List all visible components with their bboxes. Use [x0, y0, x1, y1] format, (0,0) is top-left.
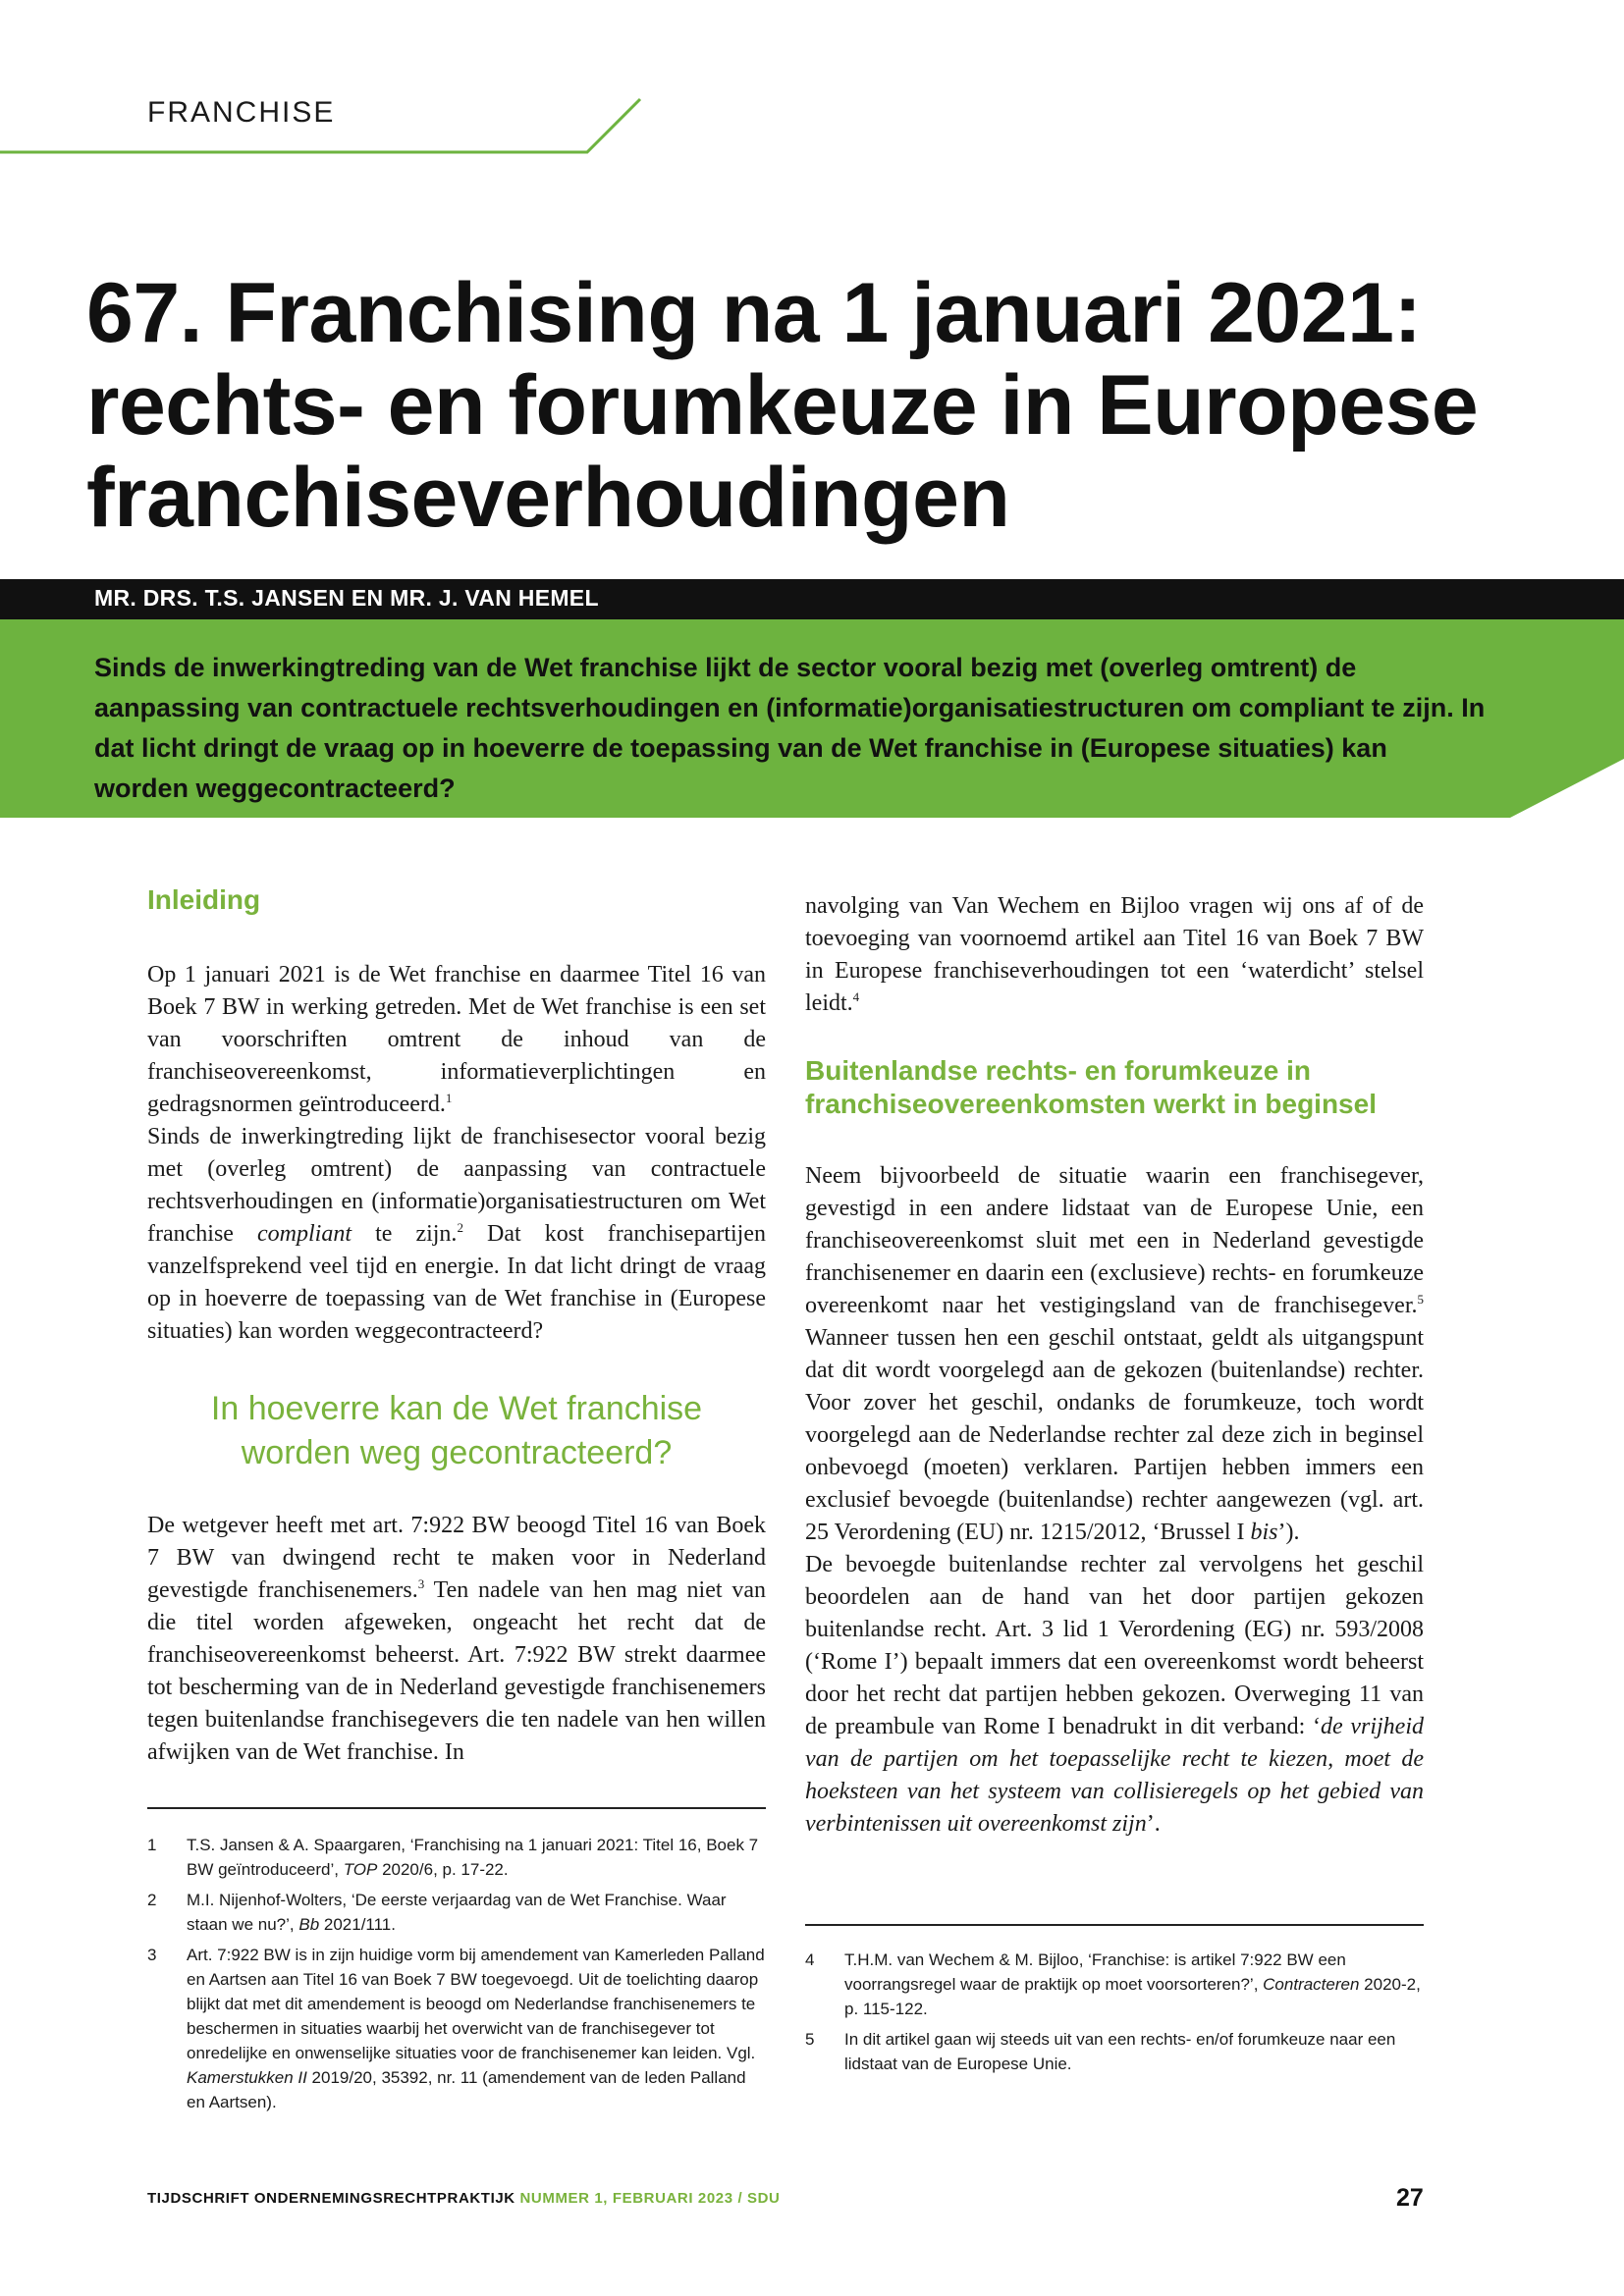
paragraph-wetgever: De wetgever heeft met art. 7:922 BW beoogd Titel 16 van Boek 7 BW van dwingend recht te maken voor in Nederland gevestigde franchisenemers.$^3$ Ten nadele van hen mag niet van die titel worden afgeweken, ongeacht het recht dat de franchiseovereenkomst beheerst. Art. 7:922 BW strekt daarmee tot bescherming van de in Nederland gevestigde franchisenemers tegen buitenlandse franchisegevers die ten nadele van hen willen afwijken van de Wet franchise. In — [147, 1513, 766, 1765]
footnote-ref-3[interactable]: 3 — [417, 1576, 425, 1591]
section-heading: In hoeverre kan de Wet franchise worden weg gecontracteerd? — [210, 1390, 703, 1471]
footnote-1: 1 T.S. Jansen & A. Spaargaren, ‘Franchising na 1 januari 2021: Titel 16, Boek 7 BW geïntroduceerd’, TOP 2020/6, p. 17-22. — [147, 1836, 759, 1879]
heading-inleiding: Inleiding — [147, 884, 261, 915]
left-column — [147, 883, 766, 1769]
footnote-2: 2 M.I. Nijenhof-Wolters, ‘De eerste verjaardag van de Wet Franchise. Waar staan we nu?’, Bb 2021/111. — [147, 1891, 727, 1934]
page-number: 27 — [1396, 2184, 1424, 2212]
author-line: MR. DRS. T.S. JANSEN EN MR. J. VAN HEMEL — [94, 585, 599, 611]
footnote-5: 5 In dit artikel gaan wij steeds uit van een rechts- en/of forumkeuze naar een lidstaat van de Europese Unie. — [805, 2030, 1396, 2073]
paragraph-voorbeeld: Neem bijvoorbeeld de situatie waarin een franchisegever, gevestigd in een andere lidstaat van de Europese Unie, een franchiseovereenkomst sluit met een in Nederland gevestigde franchisenemer en daarin een (exclusieve) rechts- en forumkeuze overeenkomt naar het vestigingsland van de franchisegever.$^5$ Wanneer tussen hen een geschil ontstaat, geldt als uitgangspunt dat dit wordt voorgelegd aan de gekozen (buitenlandse) rechter. Voor zover het geschil, ondanks de forumkeuze, toch wordt voorgelegd aan de Nederlandse rechter zal deze zich in beginsel onbevoegd (moeten) verklaren. Partijen hebben immers een exclusief bevoegde (buitenlandse) rechter aangewezen (vgl. art. 25 Verordening (EU) nr. 1215/2012, ‘Brussel I bis’). — [805, 1163, 1424, 1545]
paragraph-intro: Op 1 januari 2021 is de Wet franchise en daarmee Titel 16 van Boek 7 BW in werking getreden. Met de Wet franchise is een set van voorschriften omtrent de inhoud van de franchiseovereenkomst, informatieverplichtingen en gedragsnormen geïntroduceerd.$^1$ — [147, 962, 766, 1117]
footnote-3: 3 Art. 7:922 BW is in zijn huidige vorm bij amendement van Kamerleden Palland en Aartsen aan Titel 16 van Boek 7 BW toegevoegd. Uit de toelichting daarop blijkt dat met dit amendement is beoogd om Nederlandse franchisenemers te beschermen in situaties waarbij het overwicht van de franchisegever tot onredelijke en onwenselijke situaties voor de franchisenemer kan leiden. Vgl. Kamerstukken II 2019/20, 35392, nr. 11 (amendement van de leden Palland en Aartsen). — [147, 1946, 765, 2111]
paragraph-navolging: navolging van Van Wechem en Bijloo vragen wij ons af of de toevoeging van voornoemd artikel aan Titel 16 van Boek 7 BW in Europese franchiseverhoudingen tot een ‘waterdicht’ stelsel leidt.$^4$ — [805, 893, 1424, 1016]
paragraph-bevoegde: De bevoegde buitenlandse rechter zal vervolgens het geschil beoordelen aan de hand van het door partijen gekozen buitenlandse recht. Art. 3 lid 1 Verordening (EG) nr. 593/2008 (‘Rome I’) bepaalt immers dat een overeenkomst wordt beheerst door het recht dat partijen hebben gekozen. Overweging 11 van de preambule van Rome I benadrukt in dit verband: ‘de vrijheid van de partijen om het toepasselijke recht te kiezen, moet de hoeksteen van het systeem van collisieregels op het gebied van verbintenissen uit overeenkomst zijn’. — [805, 1552, 1424, 1837]
footnotes-right — [805, 1924, 1424, 2082]
footnote-ref-5[interactable]: 5 — [1417, 1292, 1424, 1307]
footnote-4: 4 T.H.M. van Wechem & M. Bijloo, ‘Franchise: is artikel 7:922 BW een voorrangsregel waar de praktijk op moet voorsorteren?’, Contracteren 2020-2, p. 115-122. — [805, 1950, 1421, 2018]
heading-buitenlandse: Buitenlandse rechts- en forumkeuze in franchiseovereenkomsten werkt in beginsel — [805, 1055, 1377, 1119]
footnotes-left — [147, 1807, 766, 2120]
footnote-ref-2[interactable]: 2 — [457, 1220, 463, 1235]
page-title: 67. Franchising na 1 januari 2021: rechts- en forumkeuze in Europese franchiseverhoudingen — [86, 266, 1479, 545]
footer-issue: NUMMER 1, FEBRUARI 2023 / SDU — [519, 2190, 781, 2207]
paragraph-sector: Sinds de inwerkingtreding lijkt de franchisesector vooral bezig met (overleg omtrent) de aanpassing van contractuele rechtsverhoudingen en (informatie)organisatiestructuren om Wet franchise compliant te zijn.$^2$ Dat kost franchisepartijen vanzelfsprekend veel tijd en energie. In dat licht dringt de vraag op in hoeverre de toepassing van de Wet franchise in (Europese situaties) kan worden weggecontracteerd? — [147, 1124, 767, 1344]
lead-paragraph: Sinds de inwerkingtreding van de Wet franchise lijkt de sector vooral bezig met (overleg omtrent) de aanpassing van contractuele rechtsverhoudingen en (informatie)organisatiestructuren om compliant te zijn. In dat licht dringt de vraag op in hoeverre de toepassing van de Wet franchise in (Europese situaties) kan worden weggecontracteerd? — [94, 653, 1486, 803]
footnote-ref-1[interactable]: 1 — [445, 1091, 453, 1105]
section-label: FRANCHISE — [147, 96, 336, 129]
footnote-ref-4[interactable]: 4 — [852, 989, 860, 1004]
footer-journal: TIJDSCHRIFT ONDERNEMINGSRECHTPRAKTIJK NUMMER 1, FEBRUARI 2023 / SDU — [147, 2190, 781, 2207]
right-column — [805, 890, 1424, 1841]
